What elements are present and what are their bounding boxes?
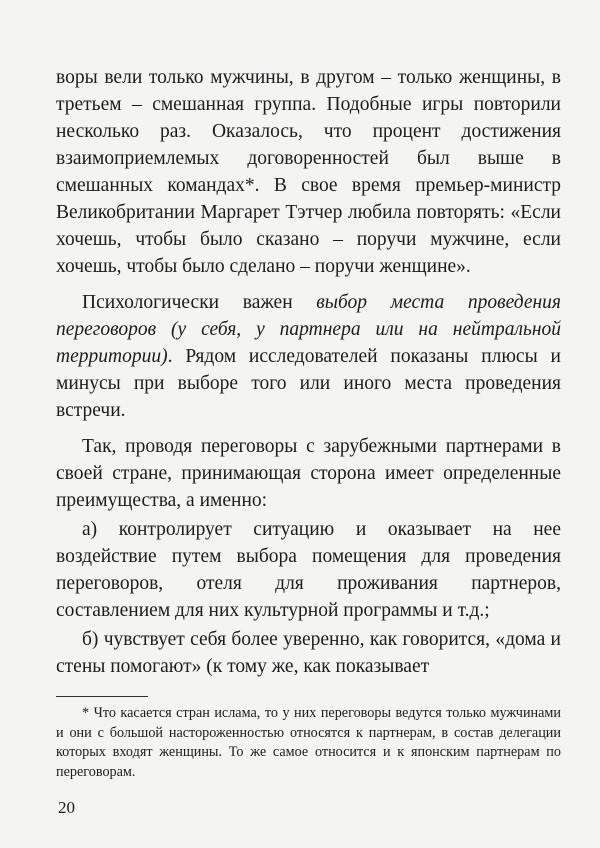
paragraph-2-end: . Рядом исследователей показаны плюсы и минусы при выборе того или иного места проведения встречи. — [56, 346, 561, 421]
paragraph-3: Так, проводя переговоры с зарубежными партнерами в своей стране, принимающая сторона имеет определенные преимущества, а именно: — [56, 436, 561, 511]
paragraph-4: а) контролирует ситуацию и оказывает на нее воздействие путем выбора помещения для проведения переговоров, отеля для проживания партнеров, составлением для них культурной программы и т.д.; — [56, 519, 561, 621]
main-text — [56, 64, 561, 680]
page-number: 20 — [58, 798, 75, 817]
paragraph-1: воры вели только мужчины, в другом – только женщины, в третьем – смешанная группа. Подобные игры повторили несколько раз. Оказалось, что процент достижения взаимоприемлемых договоренностей был выше в смешанных командах*. В свое время премьер-министр Великобритании Маргарет Тэтчер любила повторять: «Если хочешь, чтобы было сказано – поручи мужчине, если хочешь, чтобы было сделано – поручи женщине». — [56, 67, 561, 277]
footnote: * Что касается стран ислама, то у них переговоры ведутся только мужчинами и они с большой настороженностью относятся к партнерам, в состав делегации которых входят женщины. То же самое относится и к японским партнерам по переговорам. — [56, 705, 561, 780]
paragraph-2-start: Психологически важен — [82, 292, 317, 313]
paragraph-2 — [56, 289, 561, 424]
footnote-divider — [56, 696, 148, 697]
paragraph-2-emphasis: выбор места проведения переговоров (у себя, у партнера или на нейтральной территории) — [56, 292, 561, 367]
paragraph-5: б) чувствует себя более уверенно, как говорится, «дома и стены помогают» (к тому же, как показывает — [56, 629, 561, 677]
